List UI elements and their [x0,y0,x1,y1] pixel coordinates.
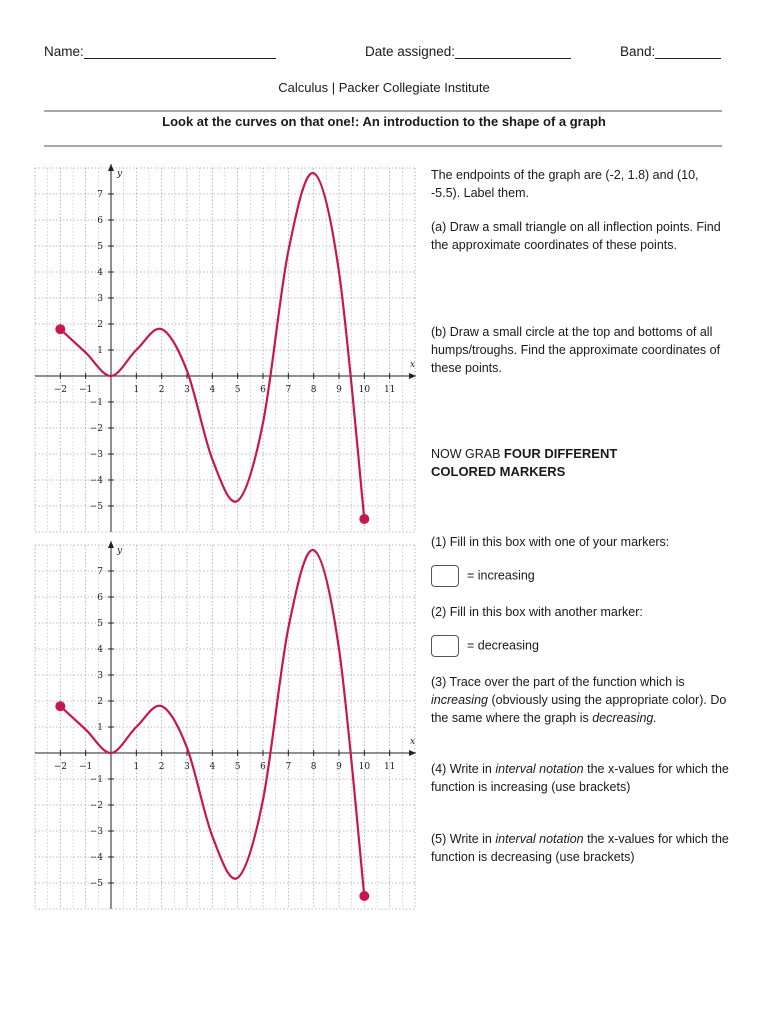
x-tick-label: 2 [158,762,165,772]
y-tick-label: 7 [97,567,103,577]
x-tick-label: 11 [383,385,396,395]
graph-bottom [30,537,420,917]
x-tick-label: 2 [158,385,165,395]
y-tick-label: 3 [97,671,103,681]
y-tick-label: −2 [89,424,103,434]
x-tick-label: 3 [184,385,190,395]
x-tick-label: 6 [260,762,266,772]
y-tick-label: 4 [97,268,103,278]
increasing-legend: = increasing [431,565,731,587]
x-tick-label: 1 [133,385,140,395]
date-label: Date assigned: [365,44,456,59]
y-tick-label: −5 [89,879,103,889]
x-tick-label: 4 [209,762,216,772]
x-tick-label: 9 [336,385,342,395]
divider-top [44,110,722,112]
question-2: (2) Fill in this box with another marker: [431,605,643,619]
x-tick-label: 11 [383,762,396,772]
band-blank[interactable] [655,44,721,59]
name-field[interactable] [44,44,276,59]
y-tick-label: 7 [97,190,103,200]
date-field[interactable] [365,44,571,59]
x-tick-label: 6 [260,385,266,395]
y-tick-label: −2 [89,801,103,811]
y-tick-label: −3 [89,827,103,837]
y-tick-label: 4 [97,645,103,655]
divider-bottom [44,145,722,147]
subtitle: Calculus | Packer Collegiate Institute [278,80,490,95]
question-4: (4) Write in interval notation the x-values for which the function is increasing (use brackets) [431,762,729,794]
x-tick-label: 7 [285,385,292,395]
x-tick-label: 8 [310,762,317,772]
instructions-endpoints: The endpoints of the graph are (-2, 1.8) and (10, -5.5). Label them. [431,168,699,200]
y-tick-label: 6 [97,216,103,226]
question-1: (1) Fill in this box with one of your markers: [431,535,670,549]
y-axis-label: y [117,169,123,179]
decreasing-color-box[interactable] [431,635,459,657]
y-tick-label: −4 [89,476,103,486]
endpoint-dot [359,891,369,901]
y-tick-label: −5 [89,502,103,512]
increasing-color-box[interactable] [431,565,459,587]
endpoint-dot [55,324,65,334]
x-tick-label: 9 [336,762,342,772]
y-tick-label: 6 [97,593,103,603]
x-tick-label: 4 [209,385,216,395]
decreasing-legend: = decreasing [431,635,731,657]
y-tick-label: 5 [97,242,103,252]
x-axis-label: x [410,737,416,747]
name-blank[interactable] [84,44,276,59]
x-tick-label: 1 [133,762,140,772]
y-tick-label: 3 [97,294,103,304]
question-3: (3) Trace over the part of the function which is increasing (obviously using the appropriate color). Do the same where the graph is decreasing. [431,675,727,725]
x-tick-label: 7 [285,762,292,772]
y-tick-label: 5 [97,619,103,629]
endpoint-dot [359,514,369,524]
y-tick-label: 1 [97,346,103,356]
x-tick-label: −2 [53,385,67,395]
date-blank[interactable] [455,44,571,59]
x-tick-label: 10 [358,762,371,772]
instructions-a: (a) Draw a small triangle on all inflection points. Find the approximate coordinates of these points. [431,220,721,252]
y-tick-label: −3 [89,450,103,460]
y-tick-label: −1 [89,398,103,408]
graph-top [30,160,420,540]
endpoint-dot [55,701,65,711]
x-tick-label: 8 [310,385,317,395]
y-tick-label: 2 [97,697,103,707]
y-axis-arrow [108,541,114,548]
y-tick-label: 2 [97,320,103,330]
x-tick-label: −2 [53,762,67,772]
x-tick-label: −1 [79,762,93,772]
x-axis-label: x [410,360,416,370]
instructions-b: (b) Draw a small circle at the top and bottoms of all humps/troughs. Find the approximate coordinates of these points. [431,325,721,375]
name-label: Name: [44,44,84,59]
question-5: (5) Write in interval notation the x-values for which the function is decreasing (use brackets) [431,832,729,864]
x-tick-label: 5 [234,385,241,395]
page-title: Look at the curves on that one!: An introduction to the shape of a graph [162,114,606,129]
y-tick-label: −4 [89,853,103,863]
band-field[interactable] [620,44,721,59]
y-axis-arrow [108,164,114,171]
x-tick-label: −1 [79,385,93,395]
y-axis-label: y [117,546,123,556]
markers-heading: NOW GRAB FOUR DIFFERENT COLORED MARKERS [431,446,618,479]
x-tick-label: 3 [184,762,190,772]
x-tick-label: 5 [234,762,241,772]
y-tick-label: −1 [89,775,103,785]
band-label: Band: [620,44,656,59]
x-tick-label: 10 [358,385,371,395]
y-tick-label: 1 [97,723,103,733]
